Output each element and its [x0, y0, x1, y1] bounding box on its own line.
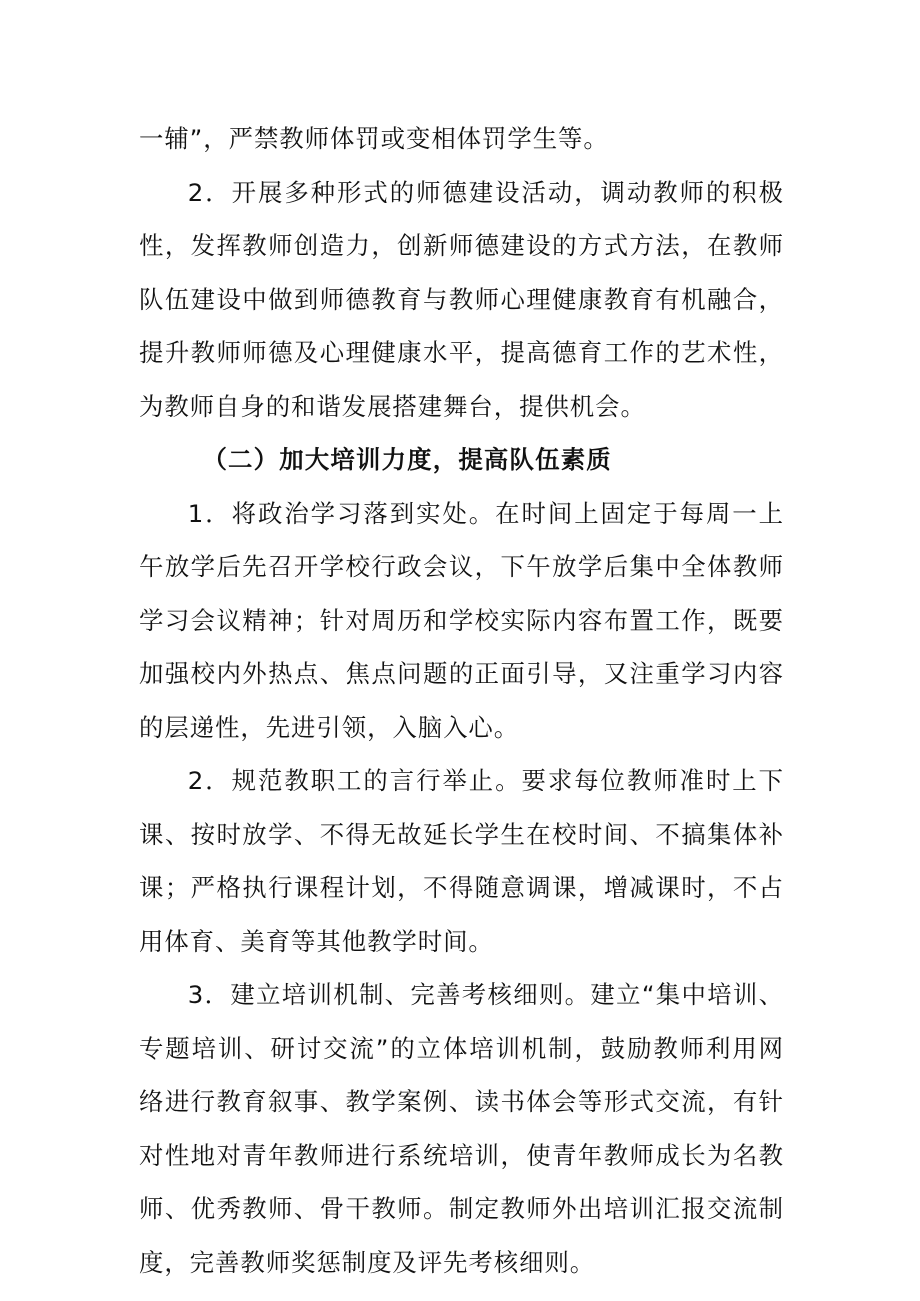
- section-heading-training: （二）加大培训力度，提高队伍素质: [202, 445, 612, 474]
- paragraph-continued: 一辅”，严禁教师体罚或变相体罚学生等。: [139, 124, 609, 153]
- paragraph-ethics-activities: 2．开展多种形式的师德建设活动，调动教师的积极性，发挥教师创造力，创新师德建设的方式方法，在教师队伍建设中做到师德教育与教师心理健康教育有机融合，提升教师师德及心理健康水平，提高德育工作的艺术性，为教师自身的和谐发展搭建舞台，提供机会。: [139, 177, 784, 421]
- paragraph-political-study: 1．将政治学习落到实处。在时间上固定于每周一上午放学后先召开学校行政会议，下午放学后集中全体教师学习会议精神；针对周历和学校实际内容布置工作，既要加强校内外热点、焦点问题的正面引导，又注重学习内容的层递性，先进引领，入脑入心。: [139, 498, 784, 742]
- paragraph-training-mechanism: 3．建立培训机制、完善考核细则。建立“集中培训、专题培训、研讨交流”的立体培训机制，鼓励教师利用网络进行教育叙事、教学案例、读书体会等形式交流，有针对性地对青年教师进行系统培训，使青年教师成长为名教师、优秀教师、骨干教师。制定教师外出培训汇报交流制度，完善教师奖惩制度及评先考核细则。: [139, 980, 784, 1277]
- paragraph-staff-conduct: 2．规范教职工的言行举止。要求每位教师准时上下课、按时放学、不得无故延长学生在校时间、不搞集体补课；严格执行课程计划，不得随意调课，增减课时，不占用体育、美育等其他教学时间。: [139, 766, 784, 956]
- document-body: [139, 112, 784, 1289]
